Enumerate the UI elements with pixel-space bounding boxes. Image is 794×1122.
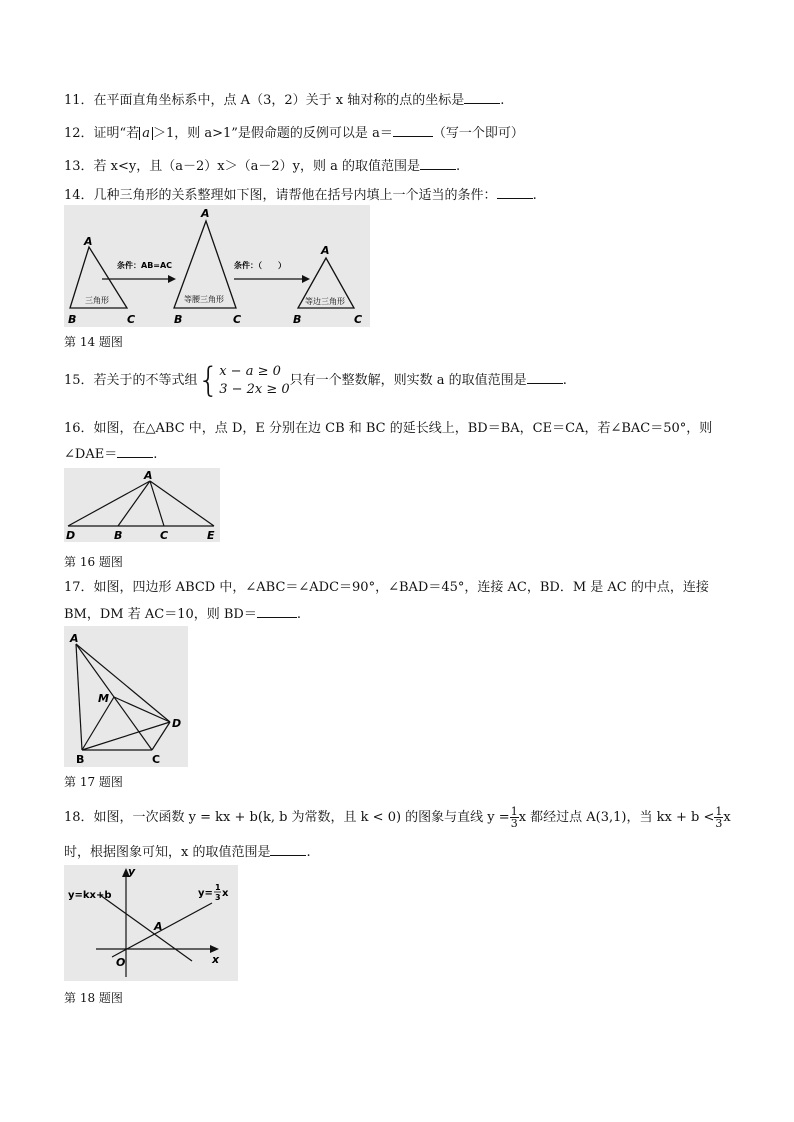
q11-text: 在平面直角坐标系中，点 A（3，2）关于 x 轴对称的点的坐标是 <box>93 93 465 108</box>
question-14 <box>64 186 537 205</box>
q18-frac1-den: 3 <box>510 817 518 830</box>
q12-answer-blank[interactable] <box>393 124 433 137</box>
q15-inequality-1: x − a ≥ 0 <box>219 363 281 379</box>
q17-vertex-m: M <box>98 692 109 705</box>
q17-end: . <box>296 607 301 622</box>
question-17-line-1 <box>64 579 709 597</box>
q11-answer-blank[interactable] <box>464 91 500 104</box>
q16-caption: 第 16 题图 <box>64 555 123 569</box>
question-18-line-1 <box>64 805 731 831</box>
q18-caption: 第 18 题图 <box>64 991 123 1005</box>
q14-right-vertex-c: C <box>354 313 363 326</box>
q16-text-line1: 如图，在△ABC 中，点 D，E 分别在边 CB 和 BC 的延长线上，BD＝BA，CE＝CA，若∠BAC＝50°，则 <box>93 421 713 436</box>
q15-answer-blank[interactable] <box>527 371 563 384</box>
question-18-line-2 <box>64 843 311 862</box>
q16-vertex-a: A <box>144 469 153 482</box>
q17-number: 17． <box>64 580 94 595</box>
q18-line2-label-pre: y= <box>198 888 213 899</box>
q14-number: 14． <box>64 188 94 203</box>
q15-end: . <box>562 373 567 388</box>
q15-post: 只有一个整数解，则实数 a 的取值范围是 <box>289 373 527 388</box>
question-12 <box>64 124 524 143</box>
q16-end: . <box>153 447 158 462</box>
q12-pre: 证明“若 <box>93 126 140 141</box>
q16-vertex-c: C <box>160 529 169 542</box>
q14-caption: 第 14 题图 <box>64 335 123 349</box>
question-15 <box>64 362 567 400</box>
figure-14-triangle-diagram <box>64 205 370 327</box>
q18-post: x <box>723 810 731 825</box>
q14-left-vertex-a: A <box>84 235 93 248</box>
q17-text-line2: BM，DM 若 AC＝10，则 BD＝ <box>64 607 257 622</box>
q15-pre: 若关于的不等式组 <box>93 373 198 388</box>
q17-vertex-a: A <box>70 632 79 645</box>
q18-line2-frac-num: 1 <box>215 883 221 892</box>
q14-answer-blank[interactable] <box>497 186 533 199</box>
q14-end: . <box>532 188 537 203</box>
question-11 <box>64 91 504 110</box>
q14-mid-vertex-b: B <box>174 313 183 326</box>
q12-abs-value: a <box>139 127 153 140</box>
q17-answer-blank[interactable] <box>257 605 297 618</box>
q18-end: . <box>306 845 311 860</box>
figure-17-quadrilateral-diagram <box>64 626 188 767</box>
q18-line2-label-post: x <box>222 888 229 899</box>
q14-mid-vertex-c: C <box>233 313 242 326</box>
q13-answer-blank[interactable] <box>420 157 456 170</box>
question-17-line-2 <box>64 605 301 624</box>
q14-arrow1-label: 条件：AB=AC <box>117 261 173 270</box>
q15-brace: { <box>197 360 220 401</box>
q18-fraction-2 <box>714 806 723 829</box>
question-16-line-1 <box>64 420 712 438</box>
q18-axis-x-label: x <box>212 953 220 966</box>
q12-end: （写一个即可） <box>432 126 524 141</box>
q16-text-line2: ∠DAE＝ <box>64 447 118 462</box>
figure-16-triangle-diagram <box>64 468 220 542</box>
q12-number: 12． <box>64 126 94 141</box>
q18-text-line2: 时，根据图象可知，x 的取值范围是 <box>64 845 271 860</box>
q16-vertex-d: D <box>66 529 76 542</box>
q18-frac1-num: 1 <box>510 805 518 818</box>
q14-left-vertex-b: B <box>68 313 77 326</box>
q16-vertex-e: E <box>207 529 215 542</box>
q15-inequality-system <box>219 363 289 399</box>
q18-answer-blank[interactable] <box>270 843 306 856</box>
q18-origin-label: O <box>116 956 126 969</box>
question-13 <box>64 157 460 176</box>
q11-number: 11． <box>64 93 94 108</box>
q16-answer-blank[interactable] <box>117 445 153 458</box>
q18-number: 18． <box>64 810 94 825</box>
figure-18-function-graph <box>64 865 238 981</box>
q11-end: . <box>500 93 505 108</box>
q14-mid-label: 等腰三角形 <box>184 295 224 304</box>
q12-mid: ＞1，则 a>1”是假命题的反例可以是 a＝ <box>152 126 393 141</box>
q13-text: 若 x<y，且（a－2）x＞（a－2）y，则 a 的取值范围是 <box>93 159 420 174</box>
q13-end: . <box>455 159 461 174</box>
q18-mid: x 都经过点 A(3,1)，当 kx + b < <box>518 810 715 825</box>
q14-right-label: 等边三角形 <box>305 297 345 306</box>
q18-frac2-den: 3 <box>715 817 723 830</box>
q17-vertex-d: D <box>172 717 182 730</box>
q14-right-vertex-a: A <box>321 244 330 257</box>
q18-line1-label: y=kx+b <box>68 890 112 901</box>
q16-number: 16． <box>64 421 94 436</box>
q14-left-label: 三角形 <box>85 296 109 305</box>
q17-vertex-c: C <box>152 753 161 766</box>
q14-left-vertex-c: C <box>127 313 136 326</box>
q18-point-a: A <box>154 920 163 933</box>
q18-line2-frac-den: 3 <box>215 893 221 902</box>
q15-number: 15． <box>64 373 94 388</box>
q18-fraction-1 <box>510 806 519 829</box>
q17-text-line1: 如图，四边形 ABCD 中，∠ABC＝∠ADC＝90°，∠BAD＝45°，连接 AC，BD．M 是 AC 的中点，连接 <box>93 580 709 595</box>
q14-right-vertex-b: B <box>293 313 302 326</box>
q14-mid-vertex-a: A <box>201 207 210 220</box>
q14-arrow2-label: 条件：（ ） <box>234 261 286 270</box>
q18-axis-y-label: y <box>128 865 136 878</box>
q18-frac2-num: 1 <box>715 805 723 818</box>
q13-number: 13． <box>64 159 94 174</box>
q14-text: 几种三角形的关系整理如下图，请帮他在括号内填上一个适当的条件： <box>93 188 497 203</box>
q18-pre: 如图，一次函数 y = kx + b(k, b 为常数，且 k < 0) 的图象与直线 y = <box>93 810 510 825</box>
question-16-line-2 <box>64 445 157 464</box>
q15-inequality-2: 3 − 2x ≥ 0 <box>219 381 290 397</box>
q16-vertex-b: B <box>114 529 123 542</box>
q17-vertex-b: B <box>76 753 85 766</box>
q17-caption: 第 17 题图 <box>64 775 123 789</box>
